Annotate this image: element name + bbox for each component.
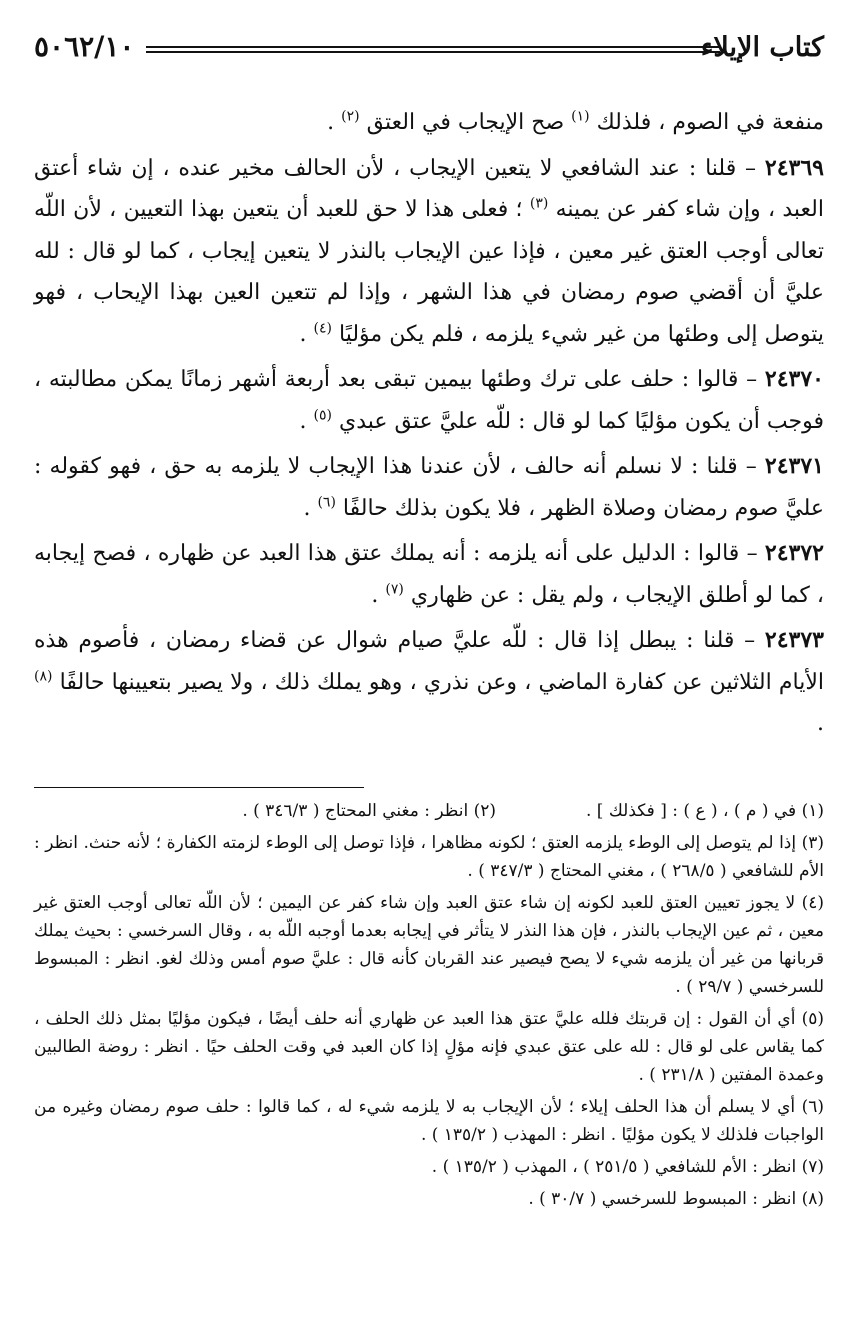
footnote-ref: (٧) [385, 581, 404, 598]
paragraph-number: ٢٤٣٧٠ [764, 366, 824, 392]
footnotes [34, 797, 824, 1217]
header-divider [146, 46, 720, 53]
page-header [34, 24, 824, 74]
paragraph-24369 [34, 148, 824, 356]
footnote-ref: (٥) [313, 407, 332, 424]
document-page [34, 24, 824, 1324]
paragraph-text: . [327, 110, 335, 135]
footnote-3: (٣) إذا لم يتوصل إلى الوطء يلزمه العتق ؛ لكونه مظاهرا ، فإذا توصل إلى الوطء لزمته الكفارة ؛ لأنه حنث. انظر : الأم للشافعي ( ٢٦٨/٥ ) ، مغني المحتاج ( ٣٤٧/٣ ) . [34, 833, 824, 881]
paragraph-text: . [299, 321, 307, 347]
paragraph-text: – قلنا : لا نسلم أنه حالف ، لأن عندنا هذا الإيجاب لا يلزمه به حق ، فهو كقوله : عليَّ صوم رمضان وصلاة الظهر ، فلا يكون بذلك حالفًا [34, 454, 824, 521]
footnote-1: (١) في ( م ) ، ( ع ) : [ فكذلك ] . [586, 801, 824, 821]
footnote-8: (٨) انظر : المبسوط للسرخسي ( ٣٠/٧ ) . [528, 1189, 824, 1209]
paragraph-24373 [34, 620, 824, 745]
footnote-4: (٤) لا يجوز تعيين العتق للعبد لكونه إن شاء عتق العبد وإن شاء كفر عن اليمين ؛ لأن اللّه تعالى أوجب العتق غير معين ، ثم عين الإيجاب بالنذر ، فإن هذا النذر لا يتأثر في إيجابه بعدما أوجبه اللّه به ، وقال السرخسي : بحيث يملك قربانها من غير أن يلزمه شيء لا يصح فيصير عند القربان كأنه قال : عليَّ صوم أمس وذلك لغو. انظر : المبسوط للسرخسي ( ٢٩/٧ ) . [34, 893, 824, 997]
paragraph-text: – قالوا : حلف على ترك وطئها بيمين تبقى بعد أربعة أشهر زمانًا يمكن مطالبته ، فوجب أن يكون مؤليًا كما لو قال : للّه عليَّ عتق عبدي [34, 367, 824, 434]
footnote-6: (٦) أي لا يسلم أن هذا الحلف إيلاء ؛ لأن الإيجاب به لا يلزمه شيء له ، كما قالوا : حلف صوم رمضان وغيره من الواجبات فلذلك لا يكون مؤليًا . انظر : المهذب ( ١٣٥/٢ ) . [34, 1097, 824, 1145]
paragraph-text: . [817, 711, 824, 736]
main-text [34, 102, 824, 749]
paragraph-number: ٢٤٣٧٢ [764, 540, 824, 566]
footnote-5: (٥) أي أن القول : إن قربتك فلله عليَّ عتق هذا العبد عن ظهاري أنه حلف أيضًا ، فيكون مؤليًا بمثل ذلك الحلف ، كما يقاس على لو قال : لله على عتق عبدي فإنه مؤلٍ إذا كان العبد في وقت الحلف حيًا . انظر : روضة الطالبين وعمدة المفتين ( ٢٣١/٨ ) . [34, 1009, 824, 1085]
footnote-ref: (١) [571, 108, 590, 125]
footnote-ref: (٣) [529, 195, 549, 212]
paragraph-text: – قالوا : الدليل على أنه يلزمه : أنه يملك عتق هذا العبد عن ظهاره ، فصح إيجابه ، كما لو أطلق الإيجاب ، ولم يقل : عن ظهاري [34, 541, 824, 608]
paragraph-text: ؛ فعلى هذا لا حق للعبد أن يتعين بهذا التعيين ، لأن اللّه تعالى أوجب العتق غير معين ، فإذا عين الإيجاب بالنذر لا يتعين إيجاب ، كما لو قال : لله عليَّ أن أقضي صوم رمضان في هذا الشهر ، وإذا لم تتعين العين بهذا الإيحاب ، فهو يتوصل إلى وطئها من غير شيء يلزمه ، فلم يكن مؤليًا [34, 197, 824, 347]
paragraph-text: – قلنا : يبطل إذا قال : للّه عليَّ صيام شوال عن قضاء رمضان ، فأصوم هذه الأيام الثلاثين عن كفارة الماضي ، وعن نذري ، وهو يملك ذلك ، ولا يصير بتعيينها حالفًا [34, 628, 825, 695]
paragraph-intro [34, 102, 824, 144]
paragraph-number: ٢٤٣٧١ [764, 453, 824, 479]
footnote-7: (٧) انظر : الأم للشافعي ( ٢٥١/٥ ) ، المهذب ( ١٣٥/٢ ) . [431, 1157, 824, 1177]
paragraph-24372 [34, 533, 824, 616]
footnote-row-1-2 [34, 797, 824, 825]
paragraph-24370 [34, 359, 824, 442]
paragraph-text: – قلنا : عند الشافعي لا يتعين الإيجاب ، لأن الحالف مخير عنده ، إن شاء أعتق العبد ، وإن شاء كفر عن يمينه [34, 155, 824, 222]
paragraph-number: ٢٤٣٦٩ [764, 154, 824, 181]
paragraph-text: صح الإيجاب في العتق [366, 110, 565, 135]
paragraph-text: . [303, 495, 311, 521]
paragraph-text: . [299, 408, 307, 434]
paragraph-number: ٢٤٣٧٣ [764, 627, 824, 653]
footnote-ref: (٤) [313, 320, 333, 337]
chapter-title: كتاب الإيلاء [700, 32, 824, 63]
footnote-ref: (٦) [317, 494, 336, 511]
paragraph-text: منفعة في الصوم ، فلذلك [596, 110, 824, 135]
paragraph-text: . [371, 582, 379, 608]
page-number: ٥٠٦٢/١٠ [34, 30, 135, 63]
footnote-ref: (٢) [341, 108, 360, 125]
footnote-2: (٢) انظر : مغني المحتاج ( ٣٤٦/٣ ) . [242, 801, 496, 821]
paragraph-24371 [34, 446, 824, 529]
footnote-divider [34, 787, 364, 788]
footnote-ref: (٨) [34, 668, 53, 685]
